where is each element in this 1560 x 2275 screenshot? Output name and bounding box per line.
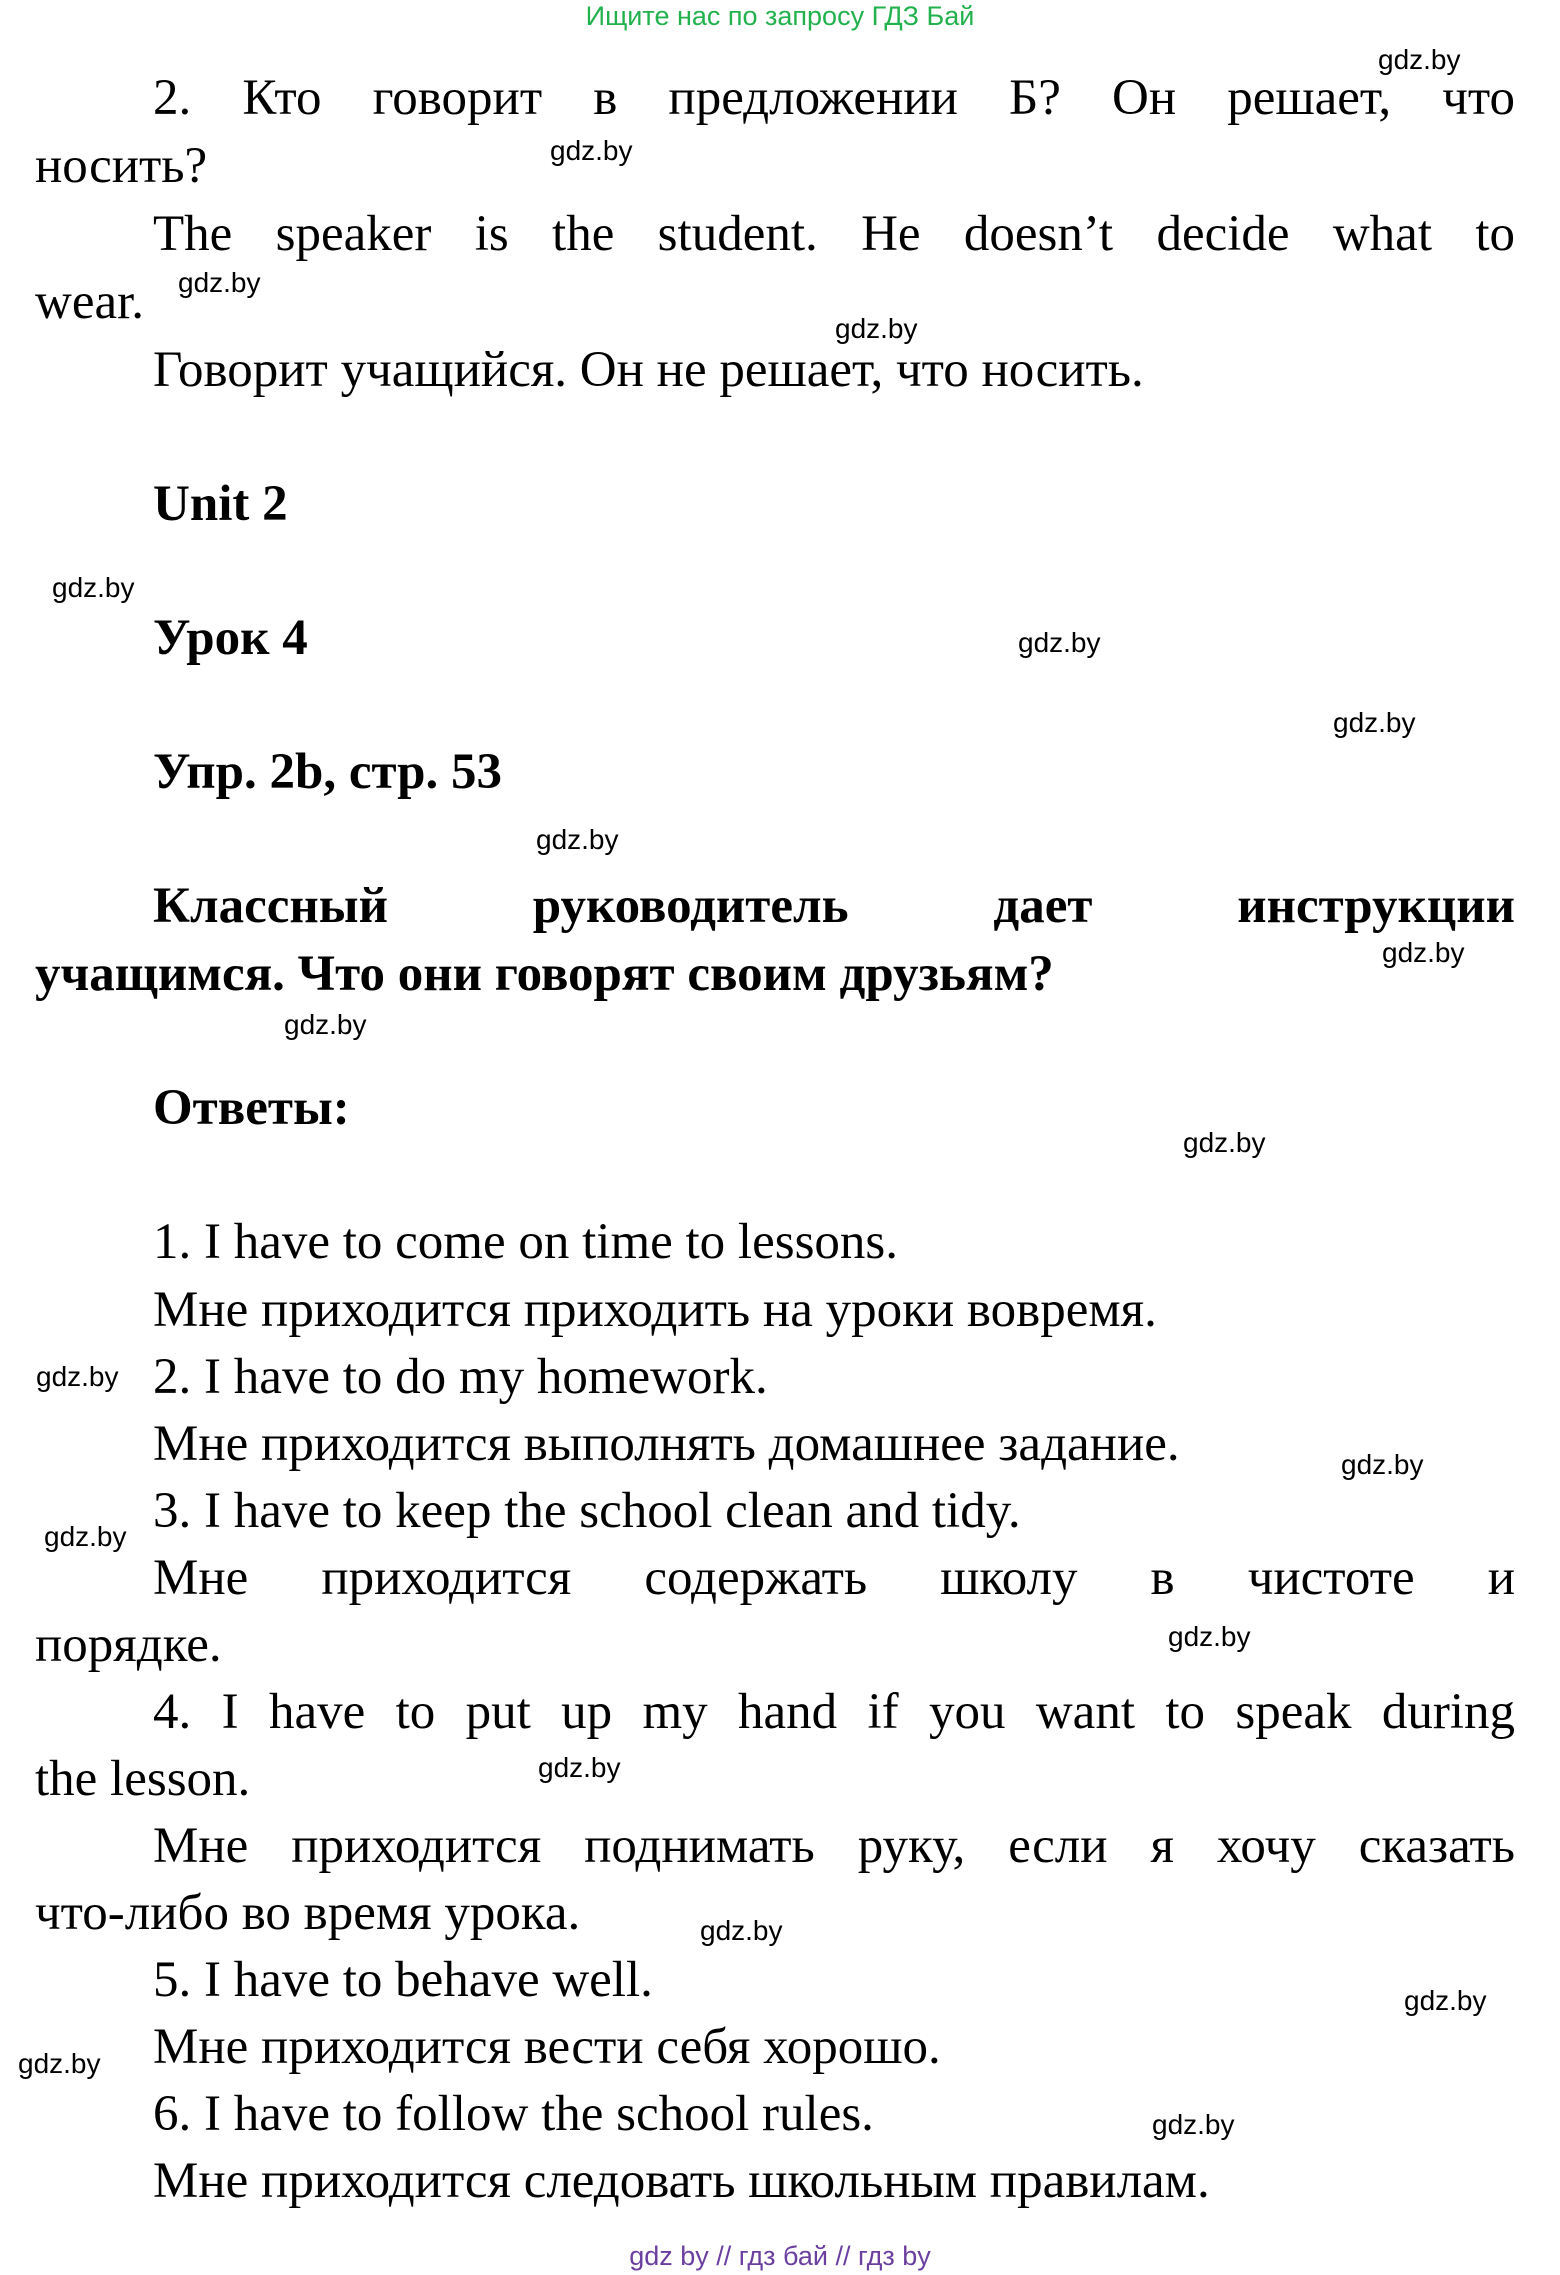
- watermark: gdz.by: [1183, 1127, 1266, 1158]
- answer-4-en-line2: the lesson.: [35, 1751, 251, 1807]
- lesson-title: Урок 4: [153, 610, 308, 666]
- watermark: gdz.by: [1333, 707, 1416, 738]
- watermark: gdz.by: [1404, 1985, 1487, 2016]
- watermark: gdz.by: [284, 1009, 367, 1040]
- answer-6-ru: Мне приходится следовать школьным правилам.: [153, 2153, 1210, 2209]
- answer-5-ru: Мне приходится вести себя хорошо.: [153, 2019, 941, 2075]
- watermark: gdz.by: [538, 1752, 621, 1783]
- watermark: gdz.by: [18, 2048, 101, 2079]
- watermark: gdz.by: [178, 267, 261, 298]
- watermark: gdz.by: [536, 824, 619, 855]
- watermark: gdz.by: [1378, 44, 1461, 75]
- unit-title: Unit 2: [153, 476, 288, 532]
- answer-2-en: 2. I have to do my homework.: [153, 1349, 768, 1405]
- answer-3-ru-line2: порядке.: [35, 1617, 222, 1673]
- watermark: gdz.by: [550, 135, 633, 166]
- watermark: gdz.by: [1168, 1621, 1251, 1652]
- answer-4-ru-line2: что-либо во время урока.: [35, 1885, 581, 1941]
- answer-4-ru-line1: Мне приходится поднимать руку, если я хочу сказать: [153, 1818, 1515, 1874]
- watermark: gdz.by: [1382, 937, 1465, 968]
- watermark: gdz.by: [52, 572, 135, 603]
- watermark: gdz.by: [44, 1521, 127, 1552]
- watermark: gdz.by: [1341, 1449, 1424, 1480]
- bottom-site-banner: gdz by // гдз бай // гдз by: [629, 2241, 931, 2271]
- answer-4-en-line1: 4. I have to put up my hand if you want to speak during: [153, 1684, 1515, 1740]
- watermark: gdz.by: [36, 1361, 119, 1392]
- answer-6-en: 6. I have to follow the school rules.: [153, 2086, 874, 2142]
- exercise-title: Упр. 2b, стр. 53: [153, 744, 503, 800]
- task-line1: Классный руководитель дает инструкции: [153, 878, 1515, 934]
- answer-1-en: 1. I have to come on time to lessons.: [153, 1214, 899, 1270]
- answer-1-ru: Мне приходится приходить на уроки вовремя.: [153, 1282, 1157, 1338]
- watermark: gdz.by: [1152, 2109, 1235, 2140]
- watermark: gdz.by: [1018, 627, 1101, 658]
- answer-2-ru: Мне приходится выполнять домашнее задание.: [153, 1416, 1180, 1472]
- top-search-banner: Ищите нас по запросу ГДЗ Бай: [585, 1, 975, 31]
- prev-answer-ru: Говорит учащийся. Он не решает, что носить.: [153, 342, 1144, 398]
- watermark: gdz.by: [700, 1915, 783, 1946]
- prev-answer-en-line1: The speaker is the student. He doesn’t decide what to: [153, 206, 1515, 262]
- answer-3-ru-line1: Мне приходится содержать школу в чистоте и: [153, 1550, 1515, 1606]
- answers-heading: Ответы:: [153, 1080, 350, 1136]
- prev-answer-en-line2: wear.: [35, 274, 145, 330]
- answer-3-en: 3. I have to keep the school clean and tidy.: [153, 1483, 1021, 1539]
- prev-question-line2: носить?: [35, 138, 208, 194]
- task-line2: учащимся. Что они говорят своим друзьям?: [35, 946, 1054, 1002]
- prev-question-line1: 2. Кто говорит в предложении Б? Он решает, что: [153, 70, 1515, 126]
- answer-5-en: 5. I have to behave well.: [153, 1952, 653, 2008]
- watermark: gdz.by: [835, 313, 918, 344]
